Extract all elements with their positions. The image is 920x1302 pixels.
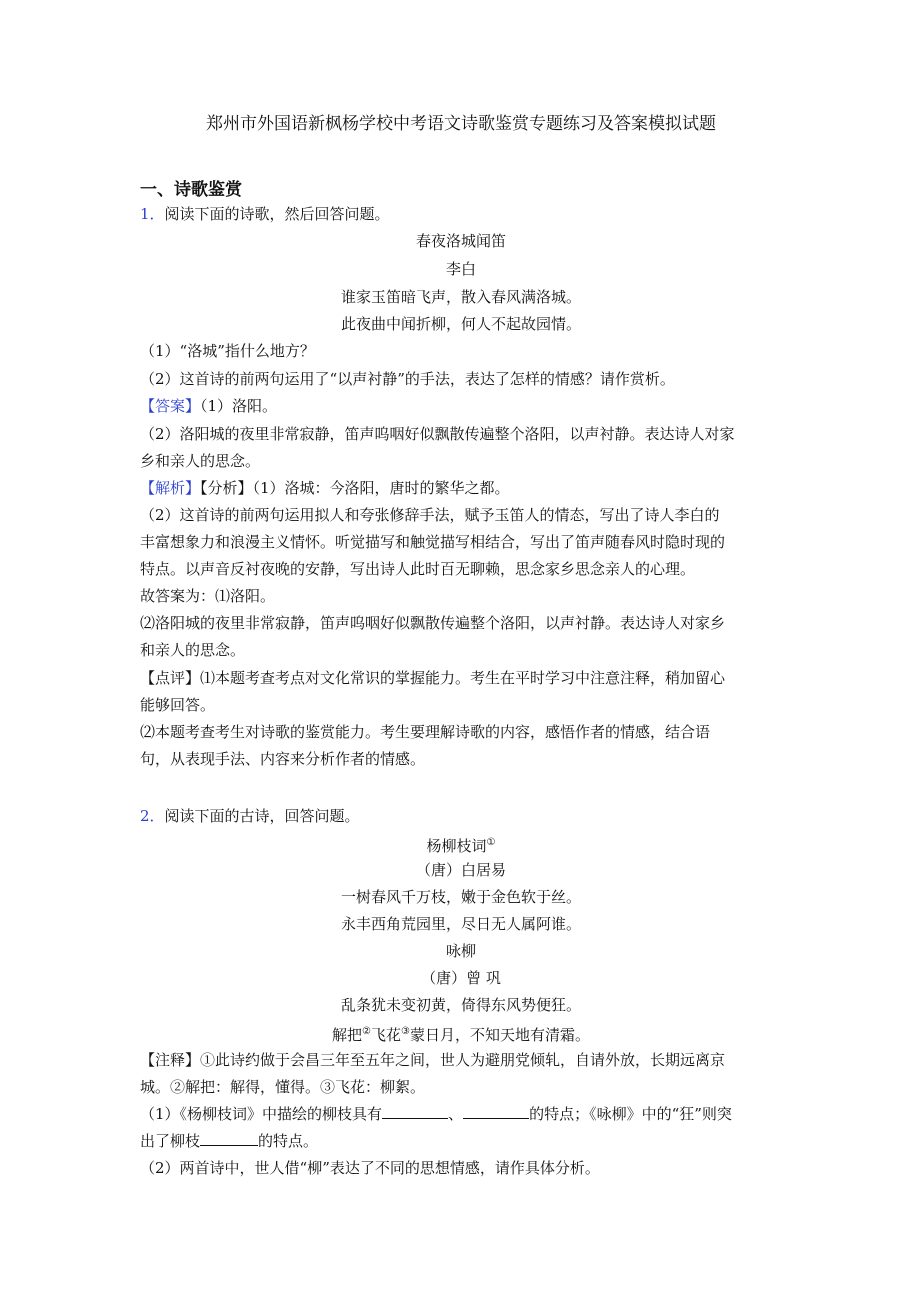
poem-2-line-2-part-a: 解把 <box>332 1026 363 1044</box>
q1-poem-line-1: 谁家玉笛暗飞声，散入春风满洛城。 <box>340 288 581 306</box>
q1-answer-2-line-b: 乡和亲人的思念。 <box>140 452 261 470</box>
answer-blank-2[interactable] <box>463 1104 529 1119</box>
footnote-marker-2: ② <box>362 1026 371 1037</box>
q2-poem-2-title: 咏柳 <box>445 942 476 960</box>
question-1-number: 1． <box>140 205 165 223</box>
q2-poem-1-line-1: 一树春风千万枝，嫩于金色软于丝。 <box>340 888 581 906</box>
q2-subquestion-1-line-a <box>140 1104 782 1124</box>
document-title: 郑州市外国语新枫杨学校中考语文诗歌鉴赏专题练习及答案模拟试题 <box>206 114 716 134</box>
answer-blank-1[interactable] <box>382 1104 448 1119</box>
q1-poem-author: 李白 <box>445 260 476 278</box>
analysis-tag: 【解析】 <box>140 479 201 497</box>
q2-subquestion-2: （2）两首诗中，世人借“柳”表达了不同的思想情感，请作具体分析。 <box>140 1159 600 1177</box>
question-2-prompt <box>140 806 782 826</box>
poem-2-line-2-part-b: 飞花 <box>370 1026 401 1044</box>
q2-poem-2-author: （唐）曾 巩 <box>421 969 501 987</box>
q2-note-line-a: 【注释】①此诗约做于会昌三年至五年之间，世人为避朋党倾轧，自请外放，长期远离京 <box>140 1051 726 1069</box>
section-heading: 一、诗歌鉴赏 <box>140 180 242 200</box>
q2-poem-1-author: （唐）白居易 <box>415 861 506 879</box>
q1-analysis-2-line-b: 丰富想象力和浪漫主义情怀。听觉描写和触觉描写相结合，写出了笛声随春风时隐时现的 <box>140 533 726 551</box>
poem-2-line-2-part-c: 蒙日月，不知天地有清霜。 <box>409 1026 590 1044</box>
question-1-prompt <box>140 204 782 224</box>
q1-poem-title: 春夜洛城闻笛 <box>415 232 506 250</box>
q2-subquestion-1-line-b <box>140 1131 782 1151</box>
q1-comment-2-line-a: ⑵本题考查考生对诗歌的鉴赏能力。考生要理解诗歌的内容，感悟作者的情感，结合语 <box>140 723 711 741</box>
q2-sub1-text-b: 的特点；《咏柳》中的“狂”则突 <box>529 1105 732 1123</box>
q2-poem-1-line-2: 永丰西角荒园里，尽日无人属阿谁。 <box>340 915 581 933</box>
q2-poem-2-line-2 <box>140 1022 782 1045</box>
answer-blank-3[interactable] <box>200 1131 258 1146</box>
q1-analysis-2-line-a: （2）这首诗的前两句运用拟人和夸张修辞手法，赋予玉笛人的情态，写出了诗人李白的 <box>140 506 720 524</box>
q2-poem-2-line-1: 乱条犹未变初黄，倚得东风势便狂。 <box>340 996 581 1014</box>
question-2-text: 阅读下面的古诗，回答问题。 <box>164 807 360 825</box>
q1-answer-2-line-a: （2）洛阳城的夜里非常寂静，笛声呜咽好似飘散传遍整个洛阳，以声衬静。表达诗人对家 <box>140 425 735 443</box>
q1-analysis-head: 【分析】（1）洛城：今洛阳，唐时的繁华之都。 <box>200 479 510 497</box>
q2-poem-1-title-text: 杨柳枝词 <box>426 837 487 855</box>
footnote-marker-3: ③ <box>401 1026 410 1037</box>
q2-note-line-b: 城。②解把：解得，懂得。③飞花：柳絮。 <box>140 1078 426 1096</box>
q1-subquestion-2: （2）这首诗的前两句运用了“以声衬静”的手法，表达了怎样的情感？请作赏析。 <box>140 370 675 388</box>
q1-analysis-2-line-c: 特点。以声音反衬夜晚的安静，写出诗人此时百无聊赖，思念家乡思念亲人的心理。 <box>140 560 696 578</box>
q2-sub1-text-a: （1）《杨柳枝词》中描绘的柳枝具有 <box>140 1105 383 1123</box>
q1-poem-line-2: 此夜曲中闻折柳，何人不起故园情。 <box>340 315 581 333</box>
q1-comment-1-line-a: 【点评】⑴本题考查考点对文化常识的掌握能力。考生在平时学习中注意注释，稍加留心 <box>140 669 726 687</box>
footnote-marker-1: ① <box>486 837 496 848</box>
q2-sub1-text-d: 的特点。 <box>258 1132 319 1150</box>
q1-final-2-line-a: ⑵洛阳城的夜里非常寂静，笛声呜咽好似飘散传遍整个洛阳，以声衬静。表达诗人对家乡 <box>140 614 726 632</box>
answer-tag: 【答案】 <box>140 397 201 415</box>
question-1-text: 阅读下面的诗歌，然后回答问题。 <box>164 205 390 223</box>
q2-sub1-text-c: 出了柳枝 <box>140 1132 201 1150</box>
q2-sub1-separator: 、 <box>448 1105 464 1123</box>
q1-final-2-line-b: 和亲人的思念。 <box>140 641 246 659</box>
q1-comment-1-line-b: 能够回答。 <box>140 696 216 714</box>
question-2-number: 2． <box>140 807 165 825</box>
q1-analysis-line <box>140 478 782 498</box>
q1-answer-1: （1）洛阳。 <box>200 397 278 415</box>
q1-comment-2-line-b: 句，从表现手法、内容来分析作者的情感。 <box>140 750 426 768</box>
q2-poem-1-title <box>140 833 782 856</box>
q1-answer-line-1 <box>140 396 782 416</box>
q1-final-answer-label: 故答案为：⑴洛阳。 <box>140 587 276 605</box>
q1-subquestion-1: （1）“洛城”指什么地方？ <box>140 342 315 360</box>
